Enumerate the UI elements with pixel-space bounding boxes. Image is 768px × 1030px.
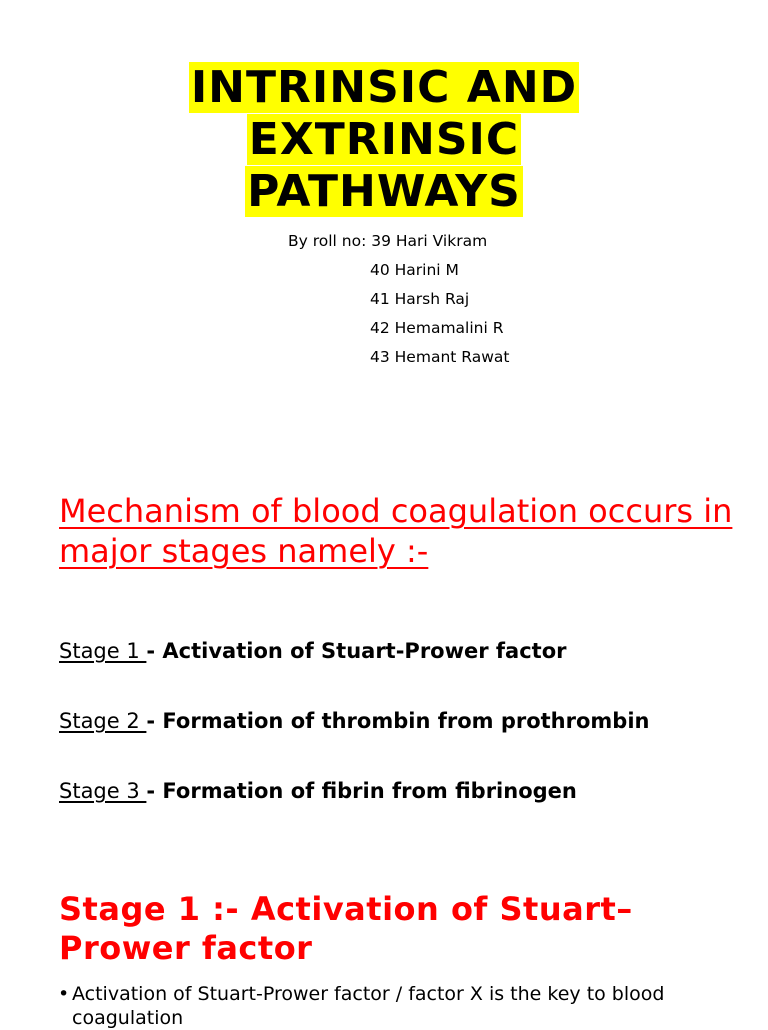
stage-item: [59, 634, 649, 704]
bullet-item: [58, 982, 698, 1030]
stage-label: Stage 1: [59, 639, 147, 663]
stage-label: Stage 2: [59, 709, 147, 733]
title-line-3: PATHWAYS: [247, 166, 521, 217]
author-item: 43 Hemant Rawat: [370, 348, 510, 366]
stage-label: Stage 3: [59, 779, 147, 803]
stage-description: - Formation of thrombin from prothrombin: [146, 709, 650, 733]
stage-item: [59, 774, 649, 844]
bullet-text-line-1: Activation of Stuart-Prower factor / factor X is the key to blood: [72, 983, 665, 1005]
author-list: [288, 228, 509, 373]
bullet-text-line-2: coagulation: [72, 1007, 184, 1029]
title-line-1: INTRINSIC AND: [190, 62, 578, 113]
document-title: [0, 62, 768, 218]
author-item: 42 Hemamalini R: [370, 319, 504, 337]
stage-list: [59, 634, 649, 844]
author-first: By roll no: 39 Hari Vikram: [288, 232, 488, 250]
stage1-heading: Stage 1 :- Activation of Stuart–Prower factor: [59, 890, 633, 967]
bullet-marker: •: [58, 983, 70, 1005]
stage-description: - Activation of Stuart-Prower factor: [146, 639, 567, 663]
stage-description: - Formation of fibrin from fibrinogen: [146, 779, 577, 803]
mechanism-heading: Mechanism of blood coagulation occurs in major stages namely :-: [59, 492, 733, 570]
stage-item: [59, 704, 649, 774]
title-line-2: EXTRINSIC: [248, 114, 520, 165]
author-item: 41 Harsh Raj: [370, 290, 470, 308]
author-item: 40 Harini M: [370, 261, 459, 279]
